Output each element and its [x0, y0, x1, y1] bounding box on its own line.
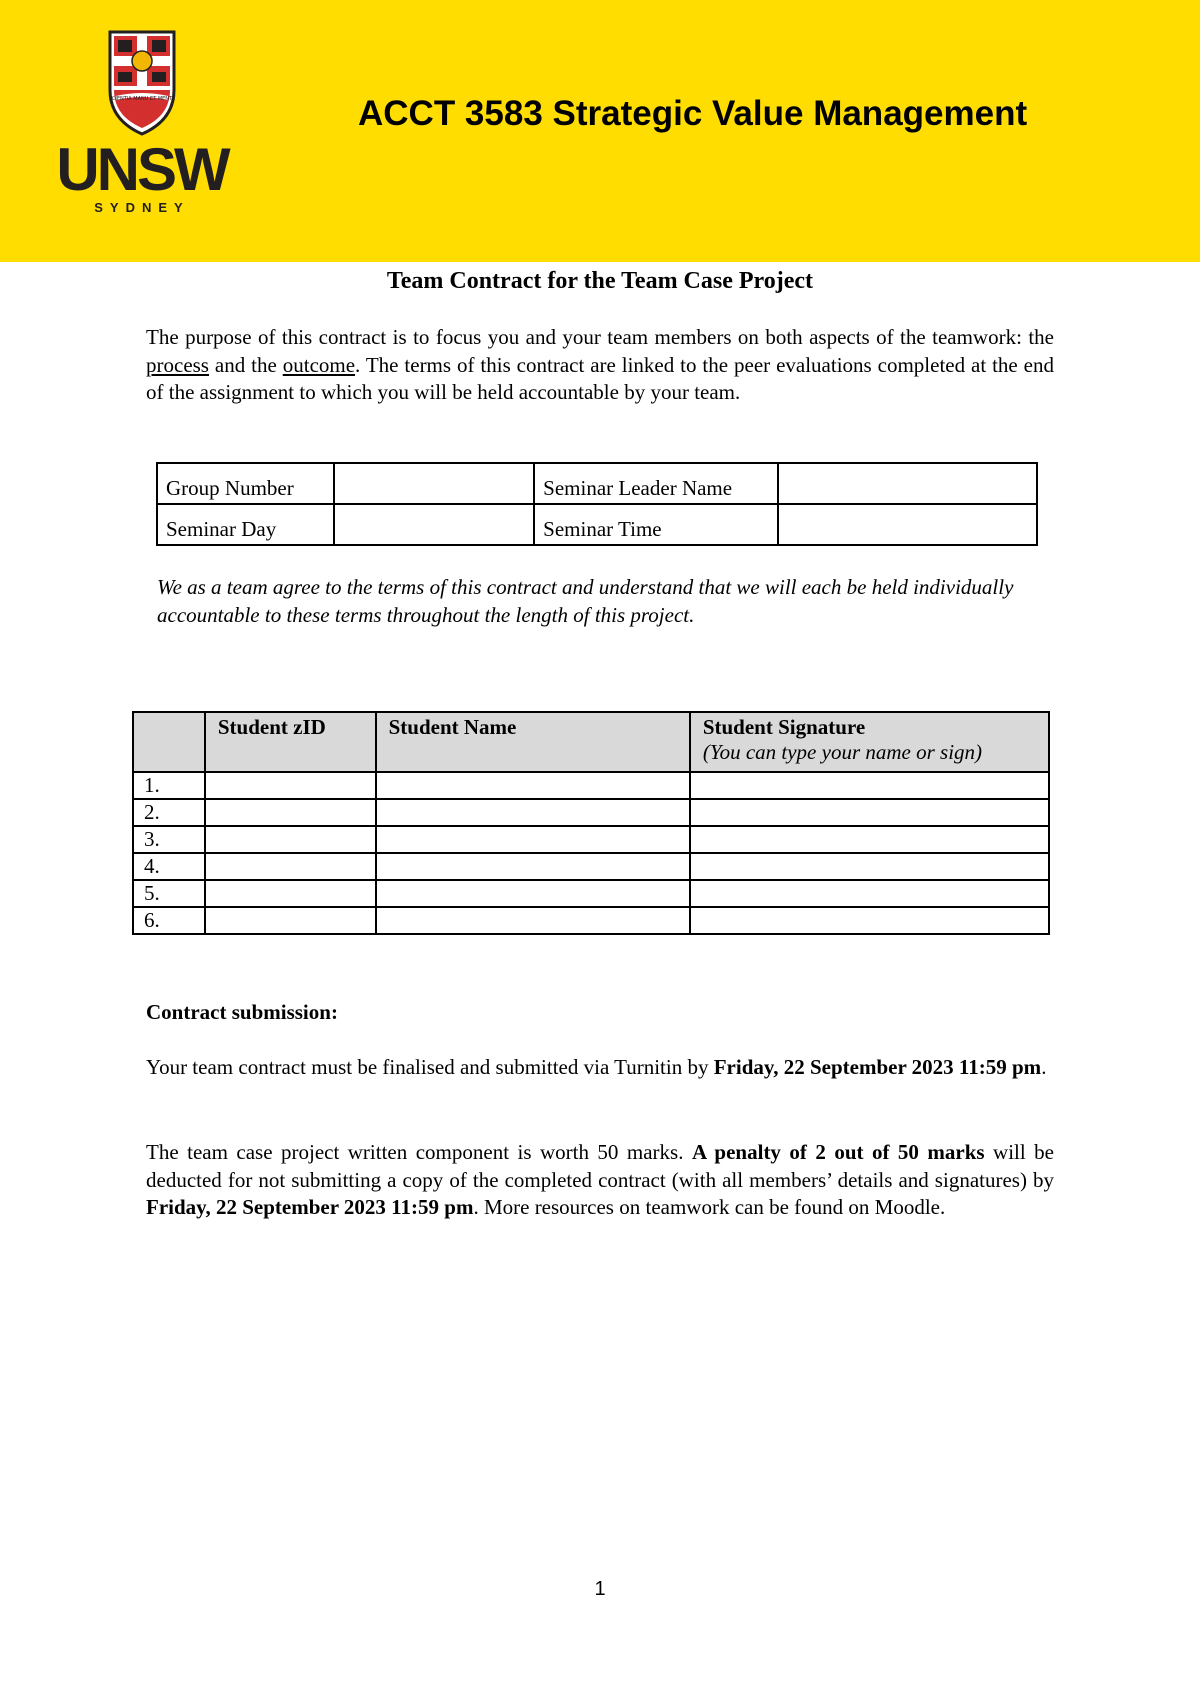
deadline-paragraph	[146, 1054, 1054, 1082]
penalty-text-1: The team case project written component is worth 50 marks.	[146, 1140, 692, 1164]
submission-heading: Contract submission:	[146, 1000, 338, 1024]
table-row	[133, 826, 1049, 853]
zid-cell[interactable]	[205, 799, 376, 826]
signature-cell[interactable]	[690, 826, 1049, 853]
table-row	[157, 504, 1037, 545]
header-banner	[0, 0, 1200, 262]
header-blank	[133, 712, 205, 772]
seminar-time-field[interactable]	[778, 504, 1037, 545]
zid-cell[interactable]	[205, 826, 376, 853]
table-row	[157, 463, 1037, 504]
table-row	[133, 853, 1049, 880]
deadline-end: .	[1041, 1055, 1047, 1079]
document-title: Team Contract for the Team Case Project	[386, 268, 814, 294]
row-number: 2.	[133, 799, 205, 826]
agreement-statement: We as a team agree to the terms of this contract and understand that we will each be held individually accountable to these terms throughout the length of this project.	[157, 575, 1014, 627]
zid-cell[interactable]	[205, 772, 376, 799]
intro-text-2: and the	[208, 352, 283, 377]
signature-heading: Student Signature	[702, 715, 866, 739]
penalty-date: Friday, 22 September 2023 11:59 pm	[146, 1195, 474, 1219]
name-cell[interactable]	[376, 880, 690, 907]
group-number-label: Group Number	[157, 463, 334, 504]
table-row	[133, 799, 1049, 826]
unsw-logo	[52, 28, 232, 213]
seminar-day-label: Seminar Day	[157, 504, 334, 545]
signature-cell[interactable]	[690, 880, 1049, 907]
row-number: 3.	[133, 826, 205, 853]
penalty-text-3: . More resources on teamwork can be found on Moodle.	[473, 1195, 946, 1219]
table-row	[133, 772, 1049, 799]
name-cell[interactable]	[376, 799, 690, 826]
penalty-paragraph	[146, 1139, 1054, 1222]
name-cell[interactable]	[376, 853, 690, 880]
penalty-text-2: will be deducted for not submitting a copy of the completed contract (with all members’ details and signatures) by	[146, 1140, 1055, 1192]
signature-cell[interactable]	[690, 799, 1049, 826]
row-number: 4.	[133, 853, 205, 880]
name-cell[interactable]	[376, 826, 690, 853]
header-student-signature	[690, 712, 1049, 772]
deadline-date: Friday, 22 September 2023 11:59 pm	[713, 1055, 1042, 1079]
row-number: 6.	[133, 907, 205, 934]
members-header-row	[133, 712, 1049, 772]
page-number: 1	[594, 1578, 606, 1600]
intro-process: process	[146, 352, 209, 377]
table-row	[133, 907, 1049, 934]
seminar-day-field[interactable]	[334, 504, 534, 545]
deadline-text: Your team contract must be finalised and submitted via Turnitin by	[146, 1055, 714, 1079]
name-cell[interactable]	[376, 907, 690, 934]
signature-cell[interactable]	[690, 907, 1049, 934]
row-number: 1.	[133, 772, 205, 799]
signature-cell[interactable]	[690, 772, 1049, 799]
header-student-name: Student Name	[376, 712, 690, 772]
zid-cell[interactable]	[205, 853, 376, 880]
seminar-leader-field[interactable]	[778, 463, 1037, 504]
intro-text-1: The purpose of this contract is to focus you and your team members on both aspects of the teamwork: the	[146, 325, 1054, 349]
intro-outcome: outcome	[282, 352, 356, 377]
svg-text:SCIENTIA MANU ET MENTE: SCIENTIA MANU ET MENTE	[108, 96, 176, 102]
team-info-table	[156, 462, 1038, 546]
zid-cell[interactable]	[205, 880, 376, 907]
signature-cell[interactable]	[690, 853, 1049, 880]
logo-subtitle: SYDNEY	[94, 200, 190, 215]
table-row	[133, 880, 1049, 907]
members-table	[132, 711, 1050, 935]
course-title: ACCT 3583 Strategic Value Management	[358, 94, 1028, 133]
group-number-field[interactable]	[334, 463, 534, 504]
seminar-time-label: Seminar Time	[534, 504, 778, 545]
logo-wordmark: UNSW	[56, 136, 228, 203]
row-number: 5.	[133, 880, 205, 907]
penalty-amount: A penalty of 2 out of 50 marks	[691, 1140, 985, 1164]
name-cell[interactable]	[376, 772, 690, 799]
seminar-leader-label: Seminar Leader Name	[534, 463, 778, 504]
header-student-zid: Student zID	[205, 712, 376, 772]
unsw-crest-icon	[106, 28, 178, 138]
intro-text-3: . The terms of this contract are linked to the peer evaluations completed at the end of the assignment to which you will be held accountable by your team.	[146, 352, 1054, 404]
signature-note: (You can type your name or sign)	[702, 740, 983, 764]
zid-cell[interactable]	[205, 907, 376, 934]
intro-paragraph	[146, 324, 1054, 407]
